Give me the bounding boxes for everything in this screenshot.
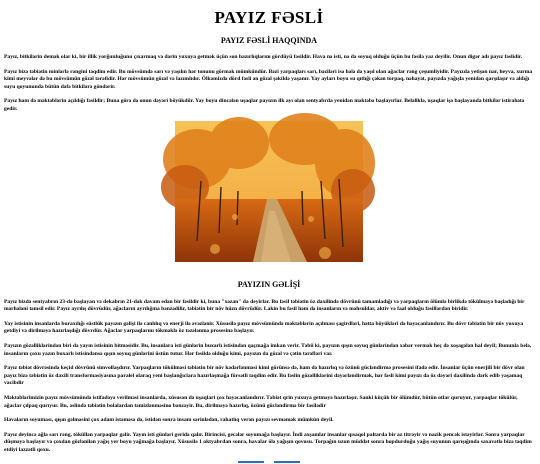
paragraph: Payız bizə təbiətin minlərlə rəngini təqdim edir. Bu mövsümdə sarı və yaşılın hər tonunu görmək mümkündür. Bəzi yarpaqları sarı, bəziləri isə hələ də yaşıl olan ağaclar rəng çeşumliyidir. Payızda yetişən nar, heyva, xurma kimi meyvələr də bu mövsümün gözəl tərəfidir. Hər mövsümün gözəl və lazımlıdır. Ölkəmizdə dörd fəsli ən gözəl şəkildə yaşanır. Yay ayları boyu su qıtlığı çəkən torpaq, nəhayət, payızda yağışla yenidən qarşılaşır və aldığı suyu qoyununda bütün dəfə bitkilərə göndərir. — [4, 68, 533, 90]
autumn-park-image — [175, 121, 363, 262]
link-bar[interactable] — [274, 461, 300, 463]
paragraph: Məktəblərimizin payız mövsümündə istifadəyə verilməsi insanlarda, xüsusən də uşaqlari çox həyəcanlandırır. Təbiət qrin yuxuya getməyə hazırlaşır. Sanki küçük bir ölümdür, bütün otlar quruyur, yarpaqlar tökülür, ağaclar çılpaq qurıyur. Bu, əslində təbiətin bolalardan təmizlənməsino bənzəyir. Bu, dirilməyə hazırlıq, özünü gücləndirmə bir fasilədir — [4, 394, 518, 409]
section-heading-arrival: PAYIZIN GƏLİŞİ — [237, 279, 301, 289]
paragraph: Yay istisinin insanlarda buraxdığı süstlük payızın gəlişi ilə canlılıq və enerji ilə əvəzlənir. Xüsusilə payız mövsümündə məktəblərin açılması şagirdləri, hətta böyükləri də həyəcanlandırır. Bu dövr təbiətin bir növ yuxuya getdiyi və dirilməyə hazırlaşdığı dövrdür. Ağaclar yarpaqlarını tökməklə öz təzələnmə prosesinə başlayır. — [4, 320, 524, 335]
link-bar[interactable] — [238, 461, 264, 463]
section-heading-about-autumn: PAYIZ FƏSLİ HAQQINDA — [220, 36, 318, 45]
paragraph: Payız, bitkilərin demək olar ki, bir illik yorğunluğunu çıxarmaq və dərin yuxuya getmək üçün son hazırlıqlarını gördüyü fəsildir. Hava nə isti, nə də soyuq olduğu üçün bu fəsilə yaz deyilir. Onun digər adı payız fəslidir. — [4, 54, 523, 60]
paragraph: Havaların soyuması, qışın gəlməsini çox adam istəməsə də, istidən sonra insanı sərinlədən, rahatlıq verən payızı sevməmək mümkün deyil. — [4, 417, 334, 424]
page-title: PAYIZ FƏSLİ — [214, 8, 324, 27]
paragraph: Payız təbiət dövrəsində keçid dövrünü simvollaşdırır. Yarpaqların tökülməsi təbiətin bir növ kədərlənməsi kimi görünsə də, ham də hazırlıq və özünü gücləndirmə prosesini ifadə edir. İnsanlar üçün enerjili bir dövr olan payız bizə təbiətin öz daxili transformasiyasına paralel olaraq yeni başlanğıclara hazırlaşmağa fürsətli təqdim edir. Bu fəslin gözəlliklərini dəyərləndirmək, hər fəsli kimi payızı da öz dəyəri daxilində dərk edib yaşamaq vacibdir — [4, 365, 525, 387]
paragraph: Payızın gözəlliklərindən biri də yayın istisinin bitməsidir. Bu, insanlara isti günlərin buxarlı istisindən qaçmağa imkan verir. Təbii ki, payızın qışın soyuq günlərindən xəbər vermək heç də xoşagələn hal deyil; Bununla belə, insanların çoxu yazın buxarlı istisindənsə qışın soyuq günlərini üstün tutur. Hər fəsildə olduğu kimi, payızın da gözəl və çətin tərəfləri var. — [4, 342, 532, 357]
paragraph: Payız deyincə ağla sarı rəng, töküllən yarpaqlar gəlir. Yayın isti günləri geridə qalır. Birincisi, gecələr soyumağa başlayır. İndi axşamlar insanlar qısaqol paltarda bir az titrəyir və nazik pencək istəyirlər. Sonra yarpaqlar düşməyə başlayır və çoxdan gözlənilən yağış yer boyu yağmağa başlayır. Xüsusilə 1 oktyabrdan sonra, havalar ölə yağışın qovusu. Torpağın uzun müddət sonra hopdurduğu yağış suyunun qarışığında saxavətlə bizə təqdim etdiyi lazzətli qoxu. — [4, 431, 532, 453]
paragraph: Payız bizdə sentyabrın 23-də başlayan və dekabrın 21-dək davam edən bir fəsildir ki, buna "xəzan" da deyirlər. Bu fəsil təbiətin öz daxilində dövrünü tamamladığı və yarpaqların ölümlə birlikdə tökülməyə başladığı bir mərhələni təmsil edir. Payız ayrılış dövrüdür, ağacların ayrılığına bənzədilir, təbiətin bir növ hüzn dövrüdür. Lakin bu fəsil həm də insanların və məhsuldar, aktiv və faal olduğu fəsillərdən biridir. — [4, 298, 525, 313]
paragraph: Payız ham də məktəblərin açıldığı fəsildir; Buna görə də onun dəyəri böyükdür. Yay boyu dincələn uşaqlar payızın ilk ayı olan sentyabrda yenidən məktəbə başlayırlar. Beləliklə, uşaqlar işə başlayanda bitkilər istirahətə gedir. — [4, 98, 525, 112]
